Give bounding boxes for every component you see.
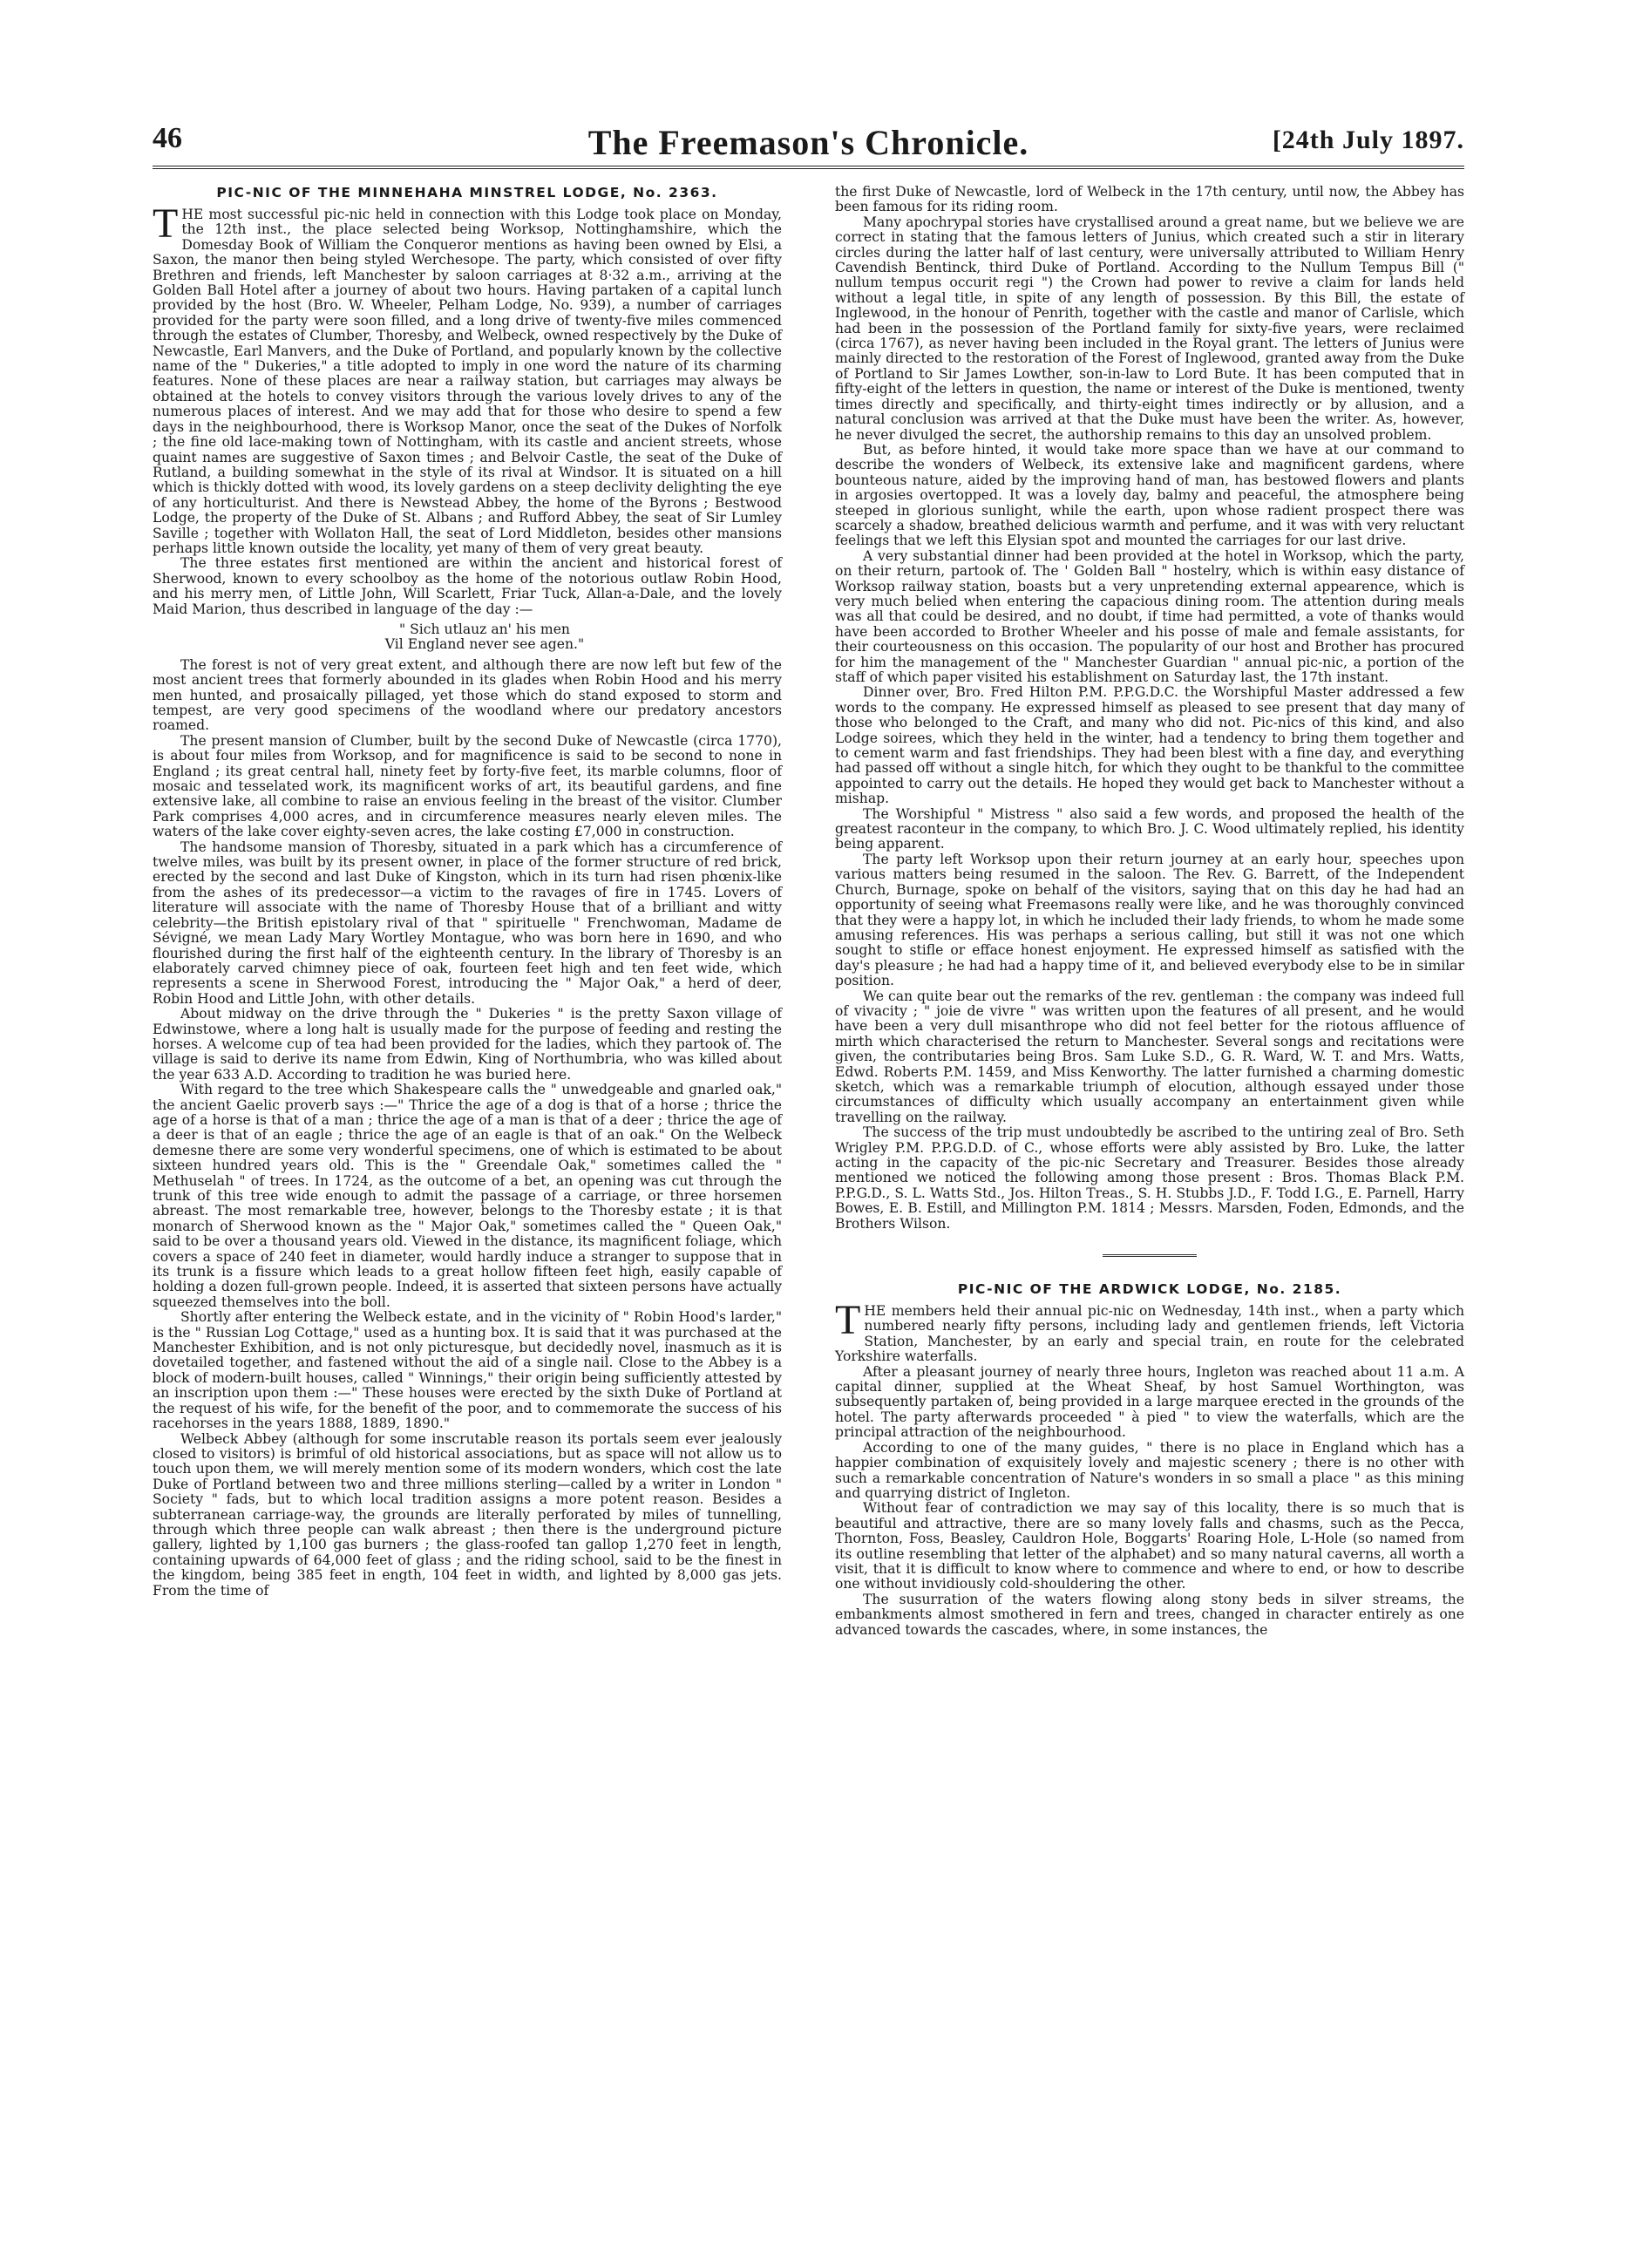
article-paragraph: The three estates first mentioned are within the ancient and historical forest of Sherwood, known to every schoolboy as the home of the notorious outlaw Robin Hood, and his merry men, of Little John, Will Scarlett, Friar Tuck, Allan-a-Dale, and the lovely Maid Marion, thus described in language of the day :—: [153, 555, 782, 617]
drop-cap: T: [153, 200, 179, 247]
drop-cap: T: [835, 1297, 861, 1344]
column-left: [153, 185, 782, 1599]
verse-quote: [153, 622, 782, 653]
verse-line: " Sich utlauz an' his men: [399, 621, 570, 637]
article-paragraph: Shortly after entering the Welbeck estate, and in the vicinity of " Robin Hood's larder," is the " Russian Log Cottage," used as a hunting box. It is said that it was purchased at the Manchester Exhibition, and is not only picturesque, but decidedly novel, inasmuch as it is dovetailed together, and fastened without the aid of a single nail. Close to the Abbey is a block of modern-built houses, called " Winnings," their origin being sufficiently attested by an inscription upon them :—" These houses were erected by the sixth Duke of Portland at the request of his wife, for the benefit of the poor, and to commemorate the success of his racehorses in the years 1888, 1889, 1890.": [153, 1309, 782, 1432]
article-paragraph: The forest is not of very great extent, and although there are now left but few of the most ancient trees that formerly abounded in its glades when Robin Hood and his merry men hunted, and prosaically pillaged, yet those which do stand exposed to storm and tempest, are very good specimens of the woodland where our predatory ancestors roamed.: [153, 656, 782, 734]
column-right: [835, 185, 1464, 1638]
article-paragraph: We can quite bear out the remarks of the rev. gentleman : the company was indeed full of vivacity ; " joie de vivre " was written upon the features of all present, and he would have been a very dull misanthrope who did not feel better for the riotous affluence of mirth which characterised the return to Manchester. Several songs and recitations were given, the contributaries being Bros. Sam Luke S.D., G. R. Ward, W. T. and Mrs. Watts, Edwd. Roberts P.M. 1459, and Miss Kenworthy. The latter furnished a charming domestic sketch, which was a remarkable triumph of elocution, although essayed under those circumstances of difficulty which usually accompany an entertainment given while travelling on the railway.: [835, 988, 1464, 1125]
page-number: 46: [153, 122, 182, 154]
article-paragraph: Welbeck Abbey (although for some inscrutable reason its portals seem ever jealously closed to visitors) is brimful of old historical associations, but as space will not allow us to touch upon them, we will merely mention some of its modern wonders, which cost the late Duke of Portland between two and three millions sterling—called by a writer in London " Society " fads, but to which local tradition assigns a more potent reason. Besides a subterranean carriage-way, the grounds are literally perforated by miles of tunnelling, through which three people can walk abreast ; then there is the underground picture gallery, lighted by 1,100 gas burners ; the glass-roofed tan gallop 1,270 feet in length, containing upwards of 64,000 feet of glass ; and the riding school, said to be the finest in the kingdom, being 385 feet in ength, 104 feet in width, and lighted by 8,000 gas jets. From the time of: [153, 1430, 782, 1599]
article-paragraph: The handsome mansion of Thoresby, situated in a park which has a circumference of twelve miles, was built by its present owner, in place of the former structure of red brick, erected by the second and last Duke of Kingston, which in its turn had risen phœnix-like from the ashes of its predecessor—a victim to the ravages of fire in 1745. Lovers of literature will associate with the name of Thoresby House that of a brilliant and witty celebrity—the British epistolary rival of that " spirituelle " Frenchwoman, Madame de Sévigné, we mean Lady Mary Wortley Montague, who was born here in 1690, and who flourished during the first half of the eighteenth century. In the library of Thoresby is an elaborately carved chimney piece of oak, fourteen feet high and ten feet wide, which represents a scene in Sherwood Forest, introducing the " Major Oak," a herd of deer, Robin Hood and Little John, with other details.: [153, 839, 782, 1007]
article-paragraph: After a pleasant journey of nearly three hours, Ingleton was reached about 11 a.m. A capital dinner, supplied at the Wheat Sheaf, by host Samuel Worthington, was subsequently partaken of, being provided in a large marquee erected in the grounds of the hotel. The party afterwards proceeded " à pied " to view the waterfalls, which are the principal attraction of the neighbourhood.: [835, 1363, 1464, 1441]
issue-date: [24th July 1897.: [1272, 126, 1464, 154]
article-paragraph: The susurration of the waters flowing along stony beds in silver streams, the embankments almost smothered in fern and trees, changed in character entirely as one advanced towards the cascades, where, in some instances, the: [835, 1591, 1464, 1638]
article-paragraph: About midway on the drive through the " Dukeries " is the pretty Saxon village of Edwinstowe, where a long halt is usually made for the purpose of feeding and resting the horses. A welcome cup of tea had been provided for the ladies, which they partook of. The village is said to derive its name from Edwin, King of Northumbria, who was killed about the year 633 A.D. According to tradition he was buried here.: [153, 1006, 782, 1083]
verse-line: Vil England never see agen.": [384, 636, 585, 653]
article-paragraph: the first Duke of Newcastle, lord of Welbeck in the 17th century, until now, the Abbey has been famous for its riding room.: [835, 184, 1464, 215]
article-paragraph: Many apochrypal stories have crystallised around a great name, but we believe we are correct in stating that the famous letters of Junius, which created such a stir in literary circles during the latter half of last century, were universally attributed to William Henry Cavendish Bentinck, third Duke of Portland. According to the Nullum Tempus Bill (" nullum tempus occurit regi ") the Crown had power to revive a claim for lands held without a legal title, in spite of any length of possession. By this Bill, the estate of Inglewood, in the honour of Penrith, together with the castle and manor of Carlisle, which had been in the possession of the Portland family for sixty-five years, were reclaimed (circa 1767), as never having been included in the Royal grant. The letters of Junius were mainly directed to the restoration of the Forest of Inglewood, granted away from the Duke of Portland to Sir James Lowther, son-in-law to Lord Bute. It has been computed that in fifty-eight of the letters in question, the name or interest of the Duke is mentioned, twenty times directly and specifically, and thirty-eight times indirectly or by allusion, and a natural conclusion was arrived at that the Duke must have been the writer. As, however, he never divulged the secret, the authorship remains to this day an unsolved problem.: [835, 214, 1464, 443]
article-paragraph: The party left Worksop upon their return journey at an early hour, speeches upon various matters being resumed in the saloon. The Rev. G. Barrett, of the Independent Church, Burnage, spoke on behalf of the visitors, saying that on this day he had had an opportunity of seeing what Freemasons really were like, and he was thoroughly convinced that they were a happy lot, in which he included their lady friends, to whom he made some amusing references. His was perhaps a serious calling, but still it was not one which sought to stifle or efface honest enjoyment. He expressed himself as satisfied with the day's pleasure ; he had had a happy time of it, and believed everybody else to be in similar position.: [835, 851, 1464, 989]
article-paragraph: THE members held their annual pic-nic on Wednesday, 14th inst., when a party which numbered nearly fifty persons, including lady and gentlemen friends, left Victoria Station, Manchester, by an early and special train, en route for the celebrated Yorkshire waterfalls.: [835, 1297, 1464, 1365]
article-paragraph: THE most successful pic-nic held in connection with this Lodge took place on Monday, the 12th inst., the place selected being Worksop, Nottinghamshire, which the Domesday Book of William the Conqueror mentions as having been owned by Elsi, a Saxon, the manor then being styled Werchesope. The party, which consisted of over fifty Brethren and friends, left Manchester by saloon carriages at 8·32 a.m., arriving at the Golden Ball Hotel after a journey of about two hours. Having partaken of a capital lunch provided by the host (Bro. W. Wheeler, Pelham Lodge, No. 939), a number of carriages provided for the party were soon filled, and a long drive of twenty-five miles commenced through the estates of Clumber, Thoresby, and Welbeck, owned respectively by the Duke of Newcastle, Earl Manvers, and the Duke of Portland, and popularly known by the collective name of the " Dukeries," a title adopted to imply in one word the nature of its charming features. None of these places are near a railway station, but carriages may always be obtained at the hotels to convey visitors through the various lovely drives to any of the numerous places of interest. And we may add that for those who desire to spend a few days in the neighbourhood, there is Worksop Manor, once the seat of the Dukes of Norfolk ; the fine old lace-making town of Nottingham, with its castle and ancient streets, whose quaint names are suggestive of Saxon times ; and Belvoir Castle, the seat of the Duke of Rutland, a building somewhat in the style of its rival at Windsor. It is situated on a hill which is thickly dotted with wood, its lovely gardens on a steep declivity delighting the eye of any horticulturist. And there is Newstead Abbey, the home of the Byrons ; Bestwood Lodge, the property of the Duke of St. Albans ; and Rufford Abbey, the seat of Sir Lumley Saville ; together with Wollaton Hall, the seat of Lord Middleton, besides other mansions perhaps little known outside the locality, yet many of them of very great beauty.: [153, 200, 782, 556]
article-paragraph: The success of the trip must undoubtedly be ascribed to the untiring zeal of Bro. Seth Wrigley P.M. P.P.G.D.D. of C., whose efforts were ably assisted by Bro. Luke, the latter acting in the capacity of the pic-nic Secretary and Treasurer. Besides those already mentioned we noticed the following among those present : Bros. Thomas Black P.M. P.P.G.D., S. L. Watts Std., Jos. Hilton Treas., S. H. Stubbs J.D., F. Todd I.G., E. Parnell, Harry Bowes, E. B. Estill, and Millington P.M. 1814 ; Messrs. Marsden, Foden, Edmonds, and the Brothers Wilson.: [835, 1124, 1464, 1232]
publication-title: The Freemason's Chronicle.: [587, 123, 1029, 162]
article-paragraph: The Worshipful " Mistress " also said a few words, and proposed the health of the greatest raconteur in the company, to which Bro. J. C. Wood ultimately replied, his identity being apparent.: [835, 805, 1464, 852]
article-paragraph: With regard to the tree which Shakespeare calls the " unwedgeable and gnarled oak," the ancient Gaelic proverb says :—" Thrice the age of a dog is that of a horse ; thrice the age of a horse is that of a man ; thrice the age of a man is that of a deer ; thrice the age of a deer is that of an eagle ; thrice the age of an eagle is that of an oak." On the Welbeck demesne there are some very wonderful specimens, one of which is estimated to be about sixteen hundred years old. This is the " Greendale Oak," sometimes called the " Methuselah " of trees. In 1724, as the outcome of a bet, an opening was cut through the trunk of this tree wide enough to admit the passage of a carriage, or three horsemen abreast. The most remarkable tree, however, belongs to the Thoresby estate ; it is that monarch of Sherwood known as the " Major Oak," sometimes called the " Queen Oak," said to be over a thousand years old. Viewed in the distance, its magnificent foliage, which covers a space of 240 feet in diameter, would hardly induce a stranger to suppose that in its trunk is a fissure which leads to a great hollow fifteen feet high, easily capable of holding a dozen full-grown people. Indeed, it is asserted that sixteen persons have actually squeezed themselves into the boll.: [153, 1082, 782, 1310]
article-paragraph: A very substantial dinner had been provided at the hotel in Worksop, which the party, on their return, partook of. The ' Golden Ball " hostelry, which is within easy distance of Worksop railway station, boasts but a very unpretending external appearence, which is very much belied when entering the capacious dining room. The attention during meals was all that could be desired, and no doubt, if time had permitted, a vote of thanks would have been accorded to Brother Wheeler and his posse of male and female assistants, for their courteousness on this occasion. The popularity of our host and Brother has procured for him the management of the " Manchester Guardian " annual pic-nic, a portion of the staff of which paper visited his establishment on Saturday last, the 17th instant.: [835, 547, 1464, 685]
article-heading-ardwick: PIC-NIC OF THE ARDWICK LODGE, No. 2185.: [957, 1281, 1342, 1298]
article-paragraph: According to one of the many guides, " there is no place in England which has a happier combination of exquisitely lovely and majestic scenery ; there is no other with such a remarkable concentration of Nature's wonders in so small a place " as this mining and quarrying district of Ingleton.: [835, 1439, 1464, 1501]
masthead-rule: [153, 166, 1464, 169]
article-paragraph: But, as before hinted, it would take more space than we have at our command to describe the wonders of Welbeck, its extensive lake and magnificent gardens, where bounteous nature, aided by the improving hand of man, has bestowed flowers and plants in argosies overtopped. It was a lovely day, balmy and peaceful, the atmosphere being steeped in glorious sunlight, while the earth, upon whose radient prospect there was scarcely a shadow, breathed delicious warmth and perfume, and it was with very reluctant feelings that we left this Elysian spot and mounted the carriages for our last drive.: [835, 441, 1464, 549]
article-paragraph: Without fear of contradiction we may say of this locality, there is so much that is beautiful and attractive, there are so many lovely falls and chasms, such as the Pecca, Thornton, Foss, Beasley, Cauldron Hole, Boggarts' Roaring Hole, L-Hole (so named from its outline resembling that letter of the alphabet) and so many natural caverns, all worth a visit, that it is difficult to know where to commence and where to end, or how to describe one without invidiously cold-shouldering the other.: [835, 1500, 1464, 1592]
masthead: [153, 122, 1464, 164]
section-separator: [1103, 1254, 1197, 1257]
article-paragraph: Dinner over, Bro. Fred Hilton P.M. P.P.G.D.C. the Worshipful Master addressed a few words to the company. He expressed himself as pleased to see present that day many of those who belonged to the Craft, and many who did not. Pic-nics of this kind, and also Lodge soirees, which they held in the winter, had a tendency to bring them together and to cement warm and fast friendships. They had been blest with a fine day, and everything had passed off without a single hitch, for which they ought to be thankful to the committee appointed to carry out the details. He hoped they would get back to Manchester without a mishap.: [835, 684, 1464, 807]
article-paragraph: The present mansion of Clumber, built by the second Duke of Newcastle (circa 1770), is about four miles from Worksop, and for magnificence is said to be second to none in England ; its great central hall, ninety feet by forty-five feet, its marble columns, floor of mosaic and tesselated work, its magnificent works of art, its beautiful gardens, and fine extensive lake, all combine to raise an envious feeling in the breast of the visitor. Clumber Park comprises 4,000 acres, and in circumference measures nearly eleven miles. The waters of the lake cover eighty-seven acres, the lake costing £7,000 in construction.: [153, 732, 782, 840]
article-heading-minnehaha: PIC-NIC OF THE MINNEHAHA MINSTREL LODGE, No. 2363.: [216, 185, 718, 200]
